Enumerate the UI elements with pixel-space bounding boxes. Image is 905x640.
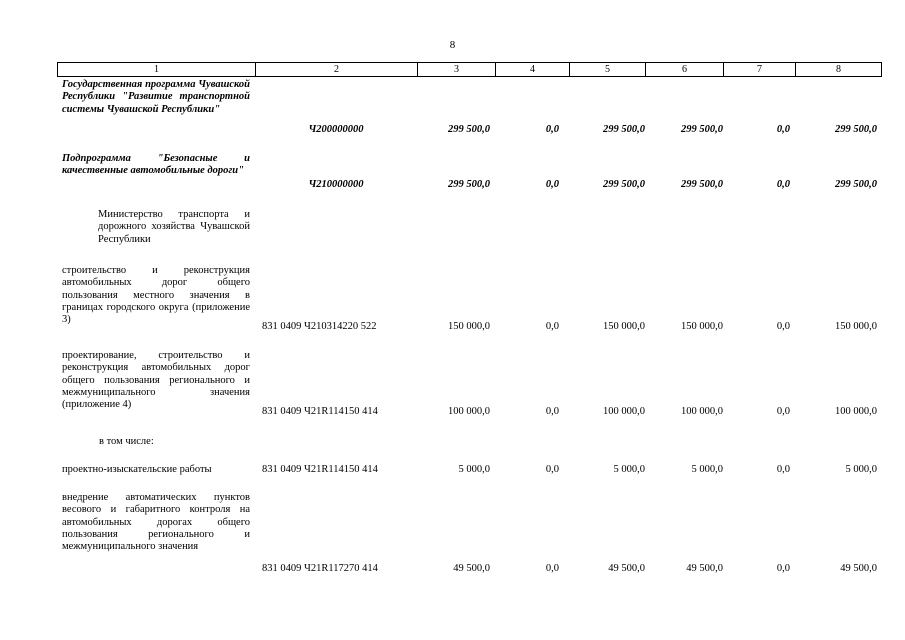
page-number: 8	[449, 39, 456, 51]
row-col8: 5 000,0	[845, 464, 877, 475]
row-col4: 0,0	[545, 464, 559, 475]
column-header-1: 1	[58, 63, 256, 77]
row-description: в том числе:	[99, 436, 154, 447]
row-code: 831 0409 Ч21R114150 414	[262, 406, 378, 417]
column-header-8: 8	[796, 63, 882, 77]
row-col7: 0,0	[776, 321, 790, 332]
column-header-6: 6	[646, 63, 724, 77]
row-description: внедрение автоматических пунктов весового и габаритного контроля на автомобильных дорогах общего пользования регионального и межмуниципального значения	[62, 492, 250, 553]
row-col4: 0,0	[545, 406, 559, 417]
row-col7: 0,0	[776, 464, 790, 475]
row-col6: 150 000,0	[681, 321, 723, 332]
column-header-4: 4	[496, 63, 570, 77]
row-col6: 49 500,0	[686, 563, 723, 574]
row-col6: 5 000,0	[691, 464, 723, 475]
row-col3: 299 500,0	[448, 179, 490, 190]
column-header-5: 5	[570, 63, 646, 77]
row-col7: 0,0	[776, 179, 790, 190]
row-description: проектирование, строительство и реконструкция автомобильных дорог общего пользования регионального и межмуниципального значения (приложение 4)	[62, 350, 250, 411]
row-col4: 0,0	[545, 179, 559, 190]
row-code: Ч200000000	[308, 124, 364, 135]
row-description: Министерство транспорта и дорожного хозяйства Чувашской Республики	[98, 209, 250, 245]
row-col3: 299 500,0	[448, 124, 490, 135]
row-description: Подпрограмма "Безопасные и качественные автомобильные дороги"	[62, 153, 250, 177]
row-col3: 150 000,0	[448, 321, 490, 332]
row-col5: 299 500,0	[603, 124, 645, 135]
table-header	[57, 62, 882, 77]
row-col8: 299 500,0	[835, 124, 877, 135]
row-code: 831 0409 Ч21R117270 414	[262, 563, 378, 574]
row-code: 831 0409 Ч210314220 522	[262, 321, 377, 332]
column-header-3: 3	[418, 63, 496, 77]
row-col6: 299 500,0	[681, 124, 723, 135]
row-col7: 0,0	[776, 124, 790, 135]
row-description: Государственная программа Чувашской Республики "Развитие транспортной системы Чувашской Республики"	[62, 79, 250, 115]
row-col4: 0,0	[545, 563, 559, 574]
row-col8: 299 500,0	[835, 179, 877, 190]
row-col4: 0,0	[545, 124, 559, 135]
row-col3: 5 000,0	[458, 464, 490, 475]
column-header-2: 2	[256, 63, 418, 77]
row-col5: 5 000,0	[613, 464, 645, 475]
row-col5: 49 500,0	[608, 563, 645, 574]
row-description: проектно-изыскательские работы	[62, 464, 212, 475]
row-col8: 49 500,0	[840, 563, 877, 574]
row-code: Ч210000000	[308, 179, 364, 190]
row-col5: 299 500,0	[603, 179, 645, 190]
row-col4: 0,0	[545, 321, 559, 332]
row-col7: 0,0	[776, 406, 790, 417]
row-col3: 100 000,0	[448, 406, 490, 417]
row-col3: 49 500,0	[453, 563, 490, 574]
row-col8: 150 000,0	[835, 321, 877, 332]
column-header-7: 7	[724, 63, 796, 77]
row-description: строительство и реконструкция автомобильных дорог общего пользования местного значения в границах городского округа (приложение 3)	[62, 265, 250, 326]
row-col6: 299 500,0	[681, 179, 723, 190]
row-code: 831 0409 Ч21R114150 414	[262, 464, 378, 475]
row-col6: 100 000,0	[681, 406, 723, 417]
row-col5: 150 000,0	[603, 321, 645, 332]
row-col5: 100 000,0	[603, 406, 645, 417]
row-col7: 0,0	[776, 563, 790, 574]
row-col8: 100 000,0	[835, 406, 877, 417]
